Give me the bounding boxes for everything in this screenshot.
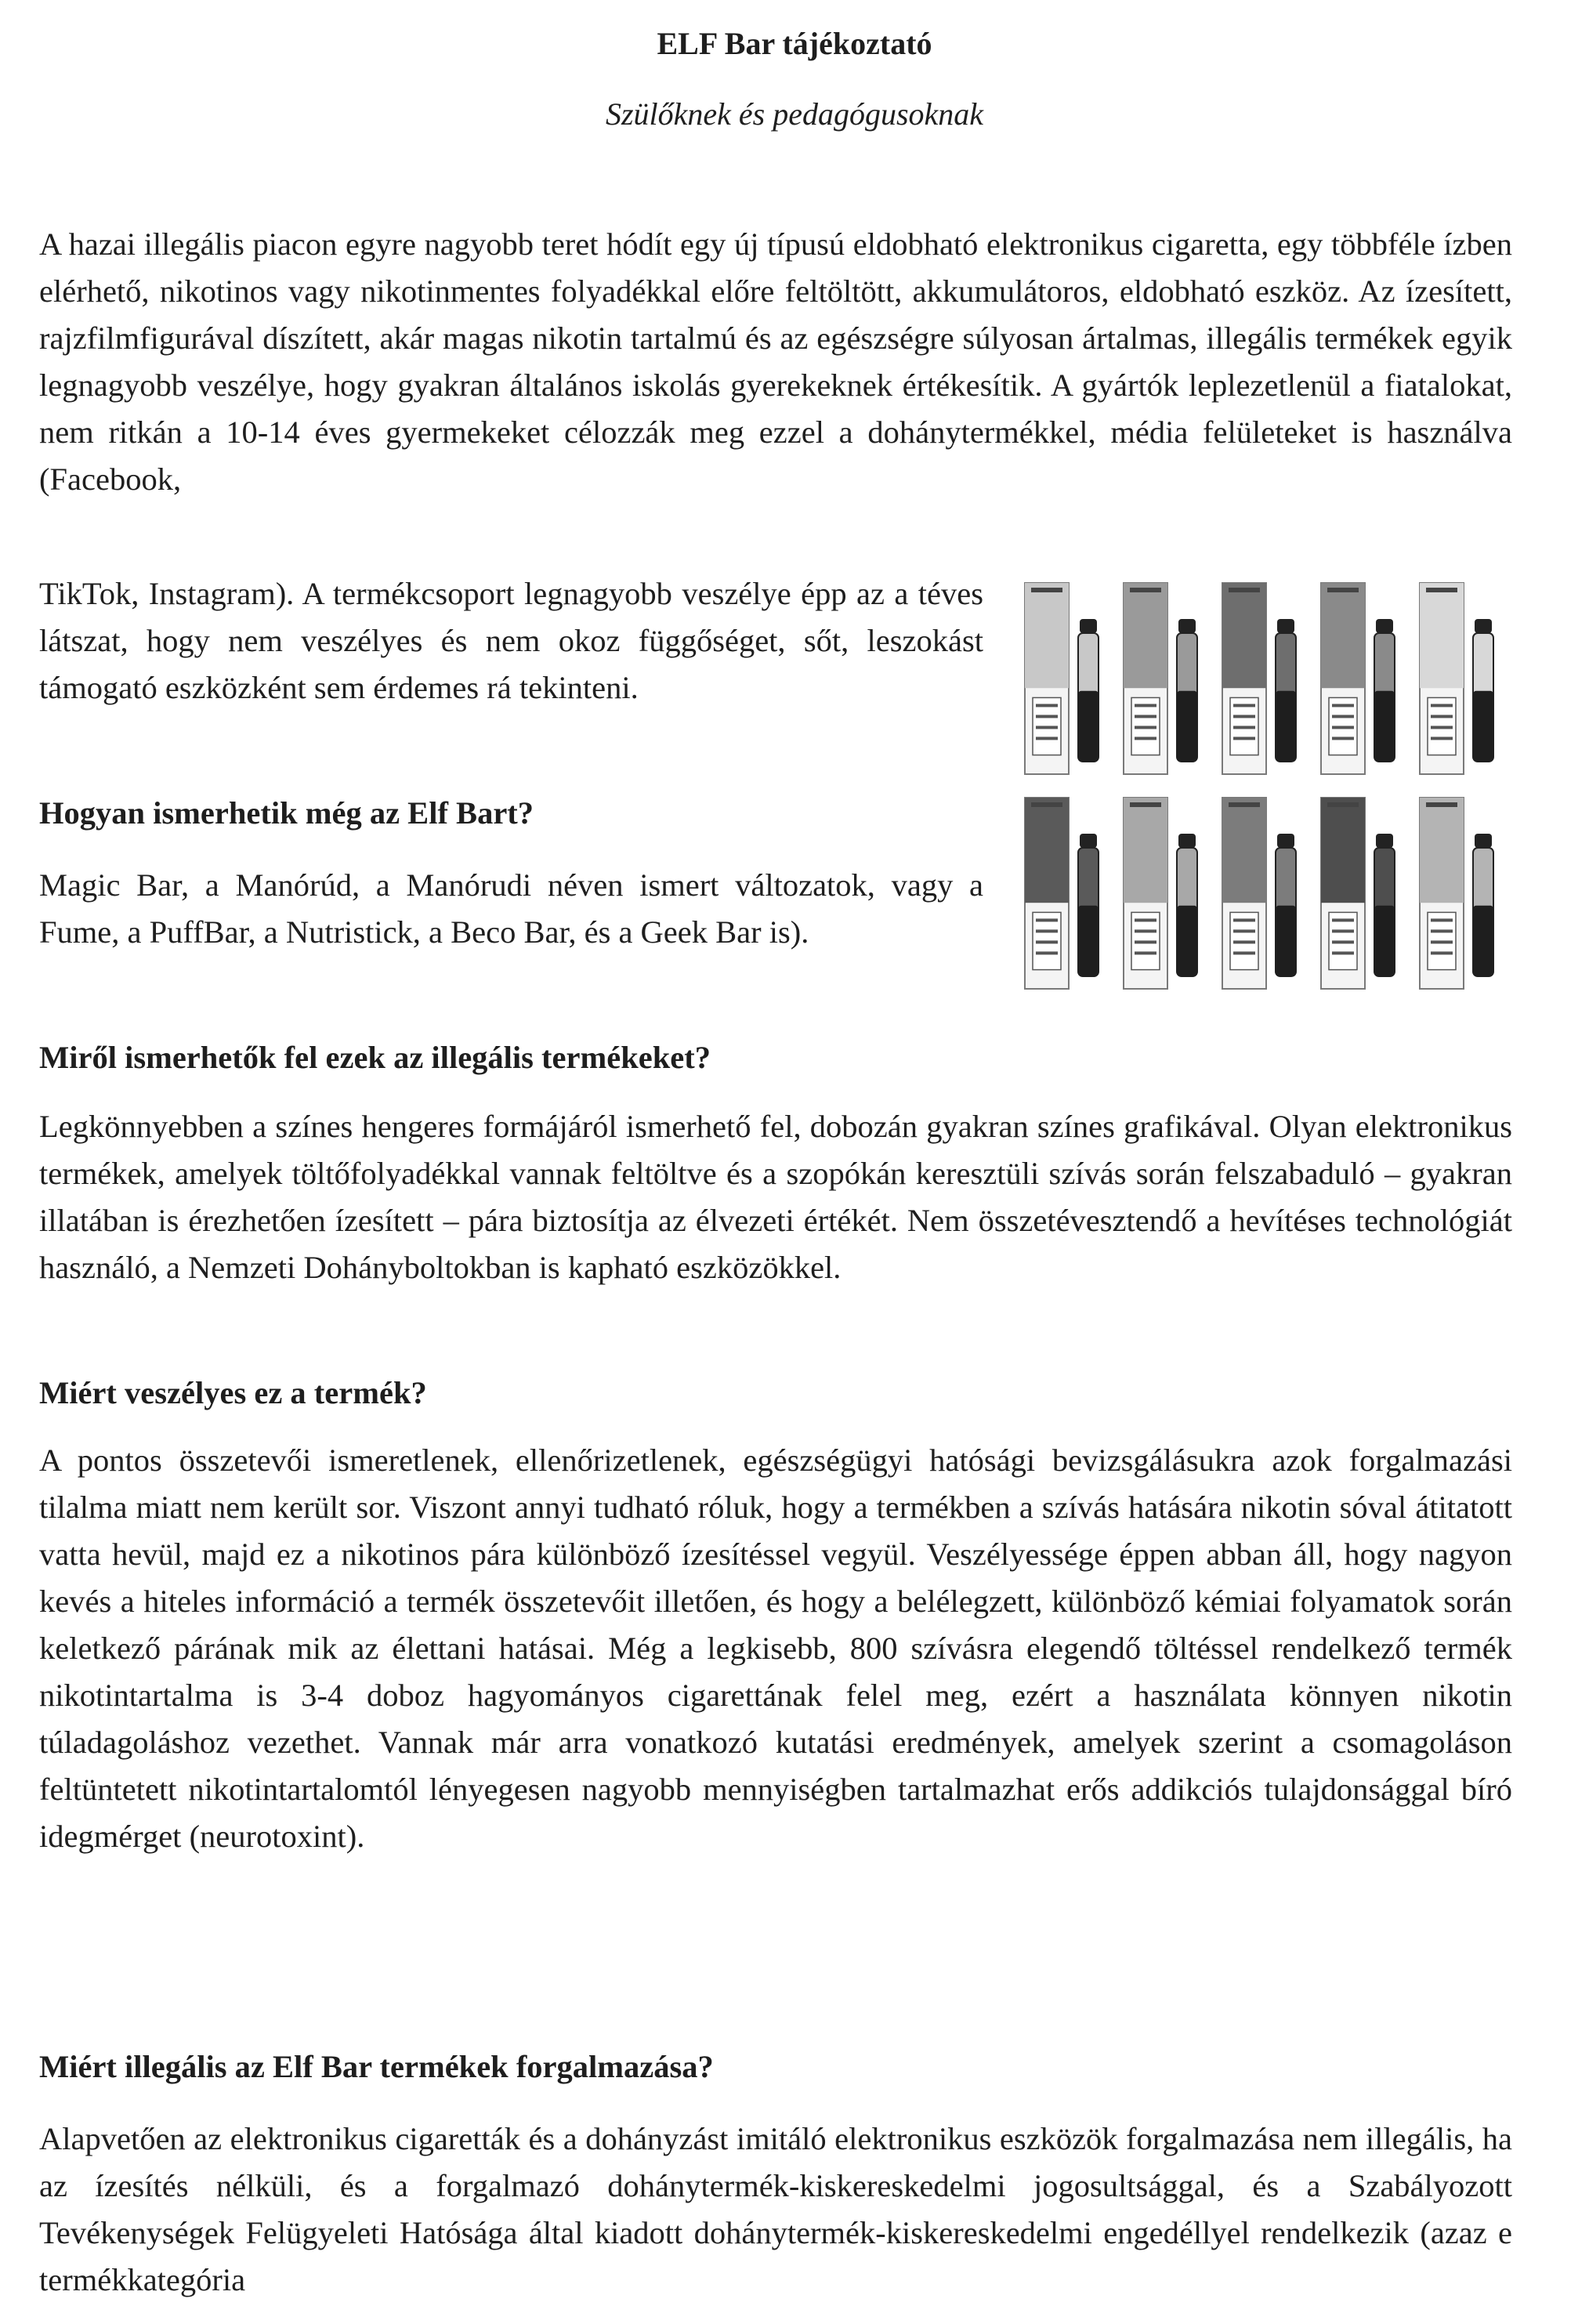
section-heading-illegality: Miért illegális az Elf Bar termékek forgalmazása?: [39, 2049, 714, 2084]
product-box-and-pen: [1321, 798, 1395, 989]
product-box-and-pen: [1321, 583, 1395, 774]
section-heading-danger: Miért veszélyes ez a termék?: [39, 1375, 427, 1410]
intro-paragraph: A hazai illegális piacon egyre nagyobb teret hódít egy új típusú eldobható elektronikus cigaretta, egy többféle ízben elérhető, nikotinos vagy nikotinmentes folyadékkal előre feltöltött, akkumulátoros, eldobható eszköz. Az ízesített, rajzfilmfigurával díszített, akár magas nikotin tartalmú és az egészségre súlyosan ártalmas, illegális termékek egyik legnagyobb veszélye, hogy gyakran általános iskolás gyerekeknek értékesítik. A gyártók leplezetlenül a fiatalokat, nem ritkán a 10-14 éves gyermekeket célozzák meg ezzel a dohánytermékkel, média felületeket is használva (Facebook,: [39, 226, 1512, 497]
product-box-and-pen: [1124, 583, 1197, 774]
section-text-illegality: Alapvetően az elektronikus cigaretták és a dohányzást imitáló elektronikus eszközök forgalmazása nem illegális, ha az ízesítés nélküli, és a forgalmazó dohánytermék-kiskereskedelmi jogosultsággal, és a Szabályozott Tevékenységek Felügyeleti Hatósága által kiadott dohánytermék-kiskereskedelmi engedéllyel rendelkezik (azaz e termékkategória: [39, 2121, 1512, 2297]
elf-bar-products-image: [1019, 572, 1512, 1001]
product-box-and-pen: [1420, 798, 1493, 989]
product-box-and-pen: [1025, 583, 1099, 774]
intro-paragraph-continued: TikTok, Instagram). A termékcsoport legnagyobb veszélye épp az a téves látszat, hogy nem veszélyes és nem okoz függőséget, sőt, leszokást támogató eszközként sem érdemes rá tekinteni.: [39, 576, 983, 705]
section-text-danger: A pontos összetevői ismeretlenek, ellenőrizetlenek, egészségügyi hatósági bevizsgálásukra azok forgalmazási tilalma miatt nem került sor. Viszont annyi tudható róluk, hogy a termékben a szívás hatására nikotin sóval átitatott vatta hevül, majd ez a nikotinos pára különböző ízesítéssel vegyül. Veszélyessége éppen abban áll, hogy nagyon kevés a hiteles információ a termék összetevőit illetően, és hogy a belélegzett, különböző kémiai folyamatok során keletkező párának mik az élettani hatásai. Még a legkisebb, 800 szívásra elegendő töltéssel rendelkező termék nikotintartalma is 3-4 doboz hagyományos cigarettának felel meg, ezért a használata könnyen nikotin túladagoláshoz vezethet. Vannak már arra vonatkozó kutatási eredmények, amelyek szerint a csomagoláson feltüntetett nikotintartalomtól lényegesen nagyobb mennyiségben tartalmazhat erős addikciós tulajdonsággal bíró idegmérget (neurotoxint).: [39, 1443, 1512, 1854]
product-box-and-pen: [1420, 583, 1493, 774]
product-box-and-pen: [1124, 798, 1197, 989]
document-title: ELF Bar tájékoztató: [657, 26, 932, 61]
product-box-and-pen: [1025, 798, 1099, 989]
product-box-and-pen: [1222, 798, 1296, 989]
document-subtitle: Szülőknek és pedagógusoknak: [605, 96, 984, 132]
section-text-other-names: Magic Bar, a Manórúd, a Manórudi néven ismert változatok, vagy a Fume, a PuffBar, a Nutristick, a Beco Bar, és a Geek Bar is).: [39, 867, 983, 950]
product-box-and-pen: [1222, 583, 1296, 774]
section-heading-recognition: Miről ismerhetők fel ezek az illegális termékeket?: [39, 1040, 711, 1075]
section-text-recognition: Legkönnyebben a színes hengeres formájáról ismerhető fel, dobozán gyakran színes grafikával. Olyan elektronikus termékek, amelyek töltőfolyadékkal vannak feltöltve és a szopókán keresztüli szívás során felszabaduló – gyakran illatában is érezhetően ízesített – pára biztosítja az élvezeti értékét. Nem összetévesztendő a hevítéses technológiát használó, a Nemzeti Dohányboltokban is kapható eszközökkel.: [39, 1109, 1512, 1285]
section-heading-other-names: Hogyan ismerhetik még az Elf Bart?: [39, 795, 534, 831]
